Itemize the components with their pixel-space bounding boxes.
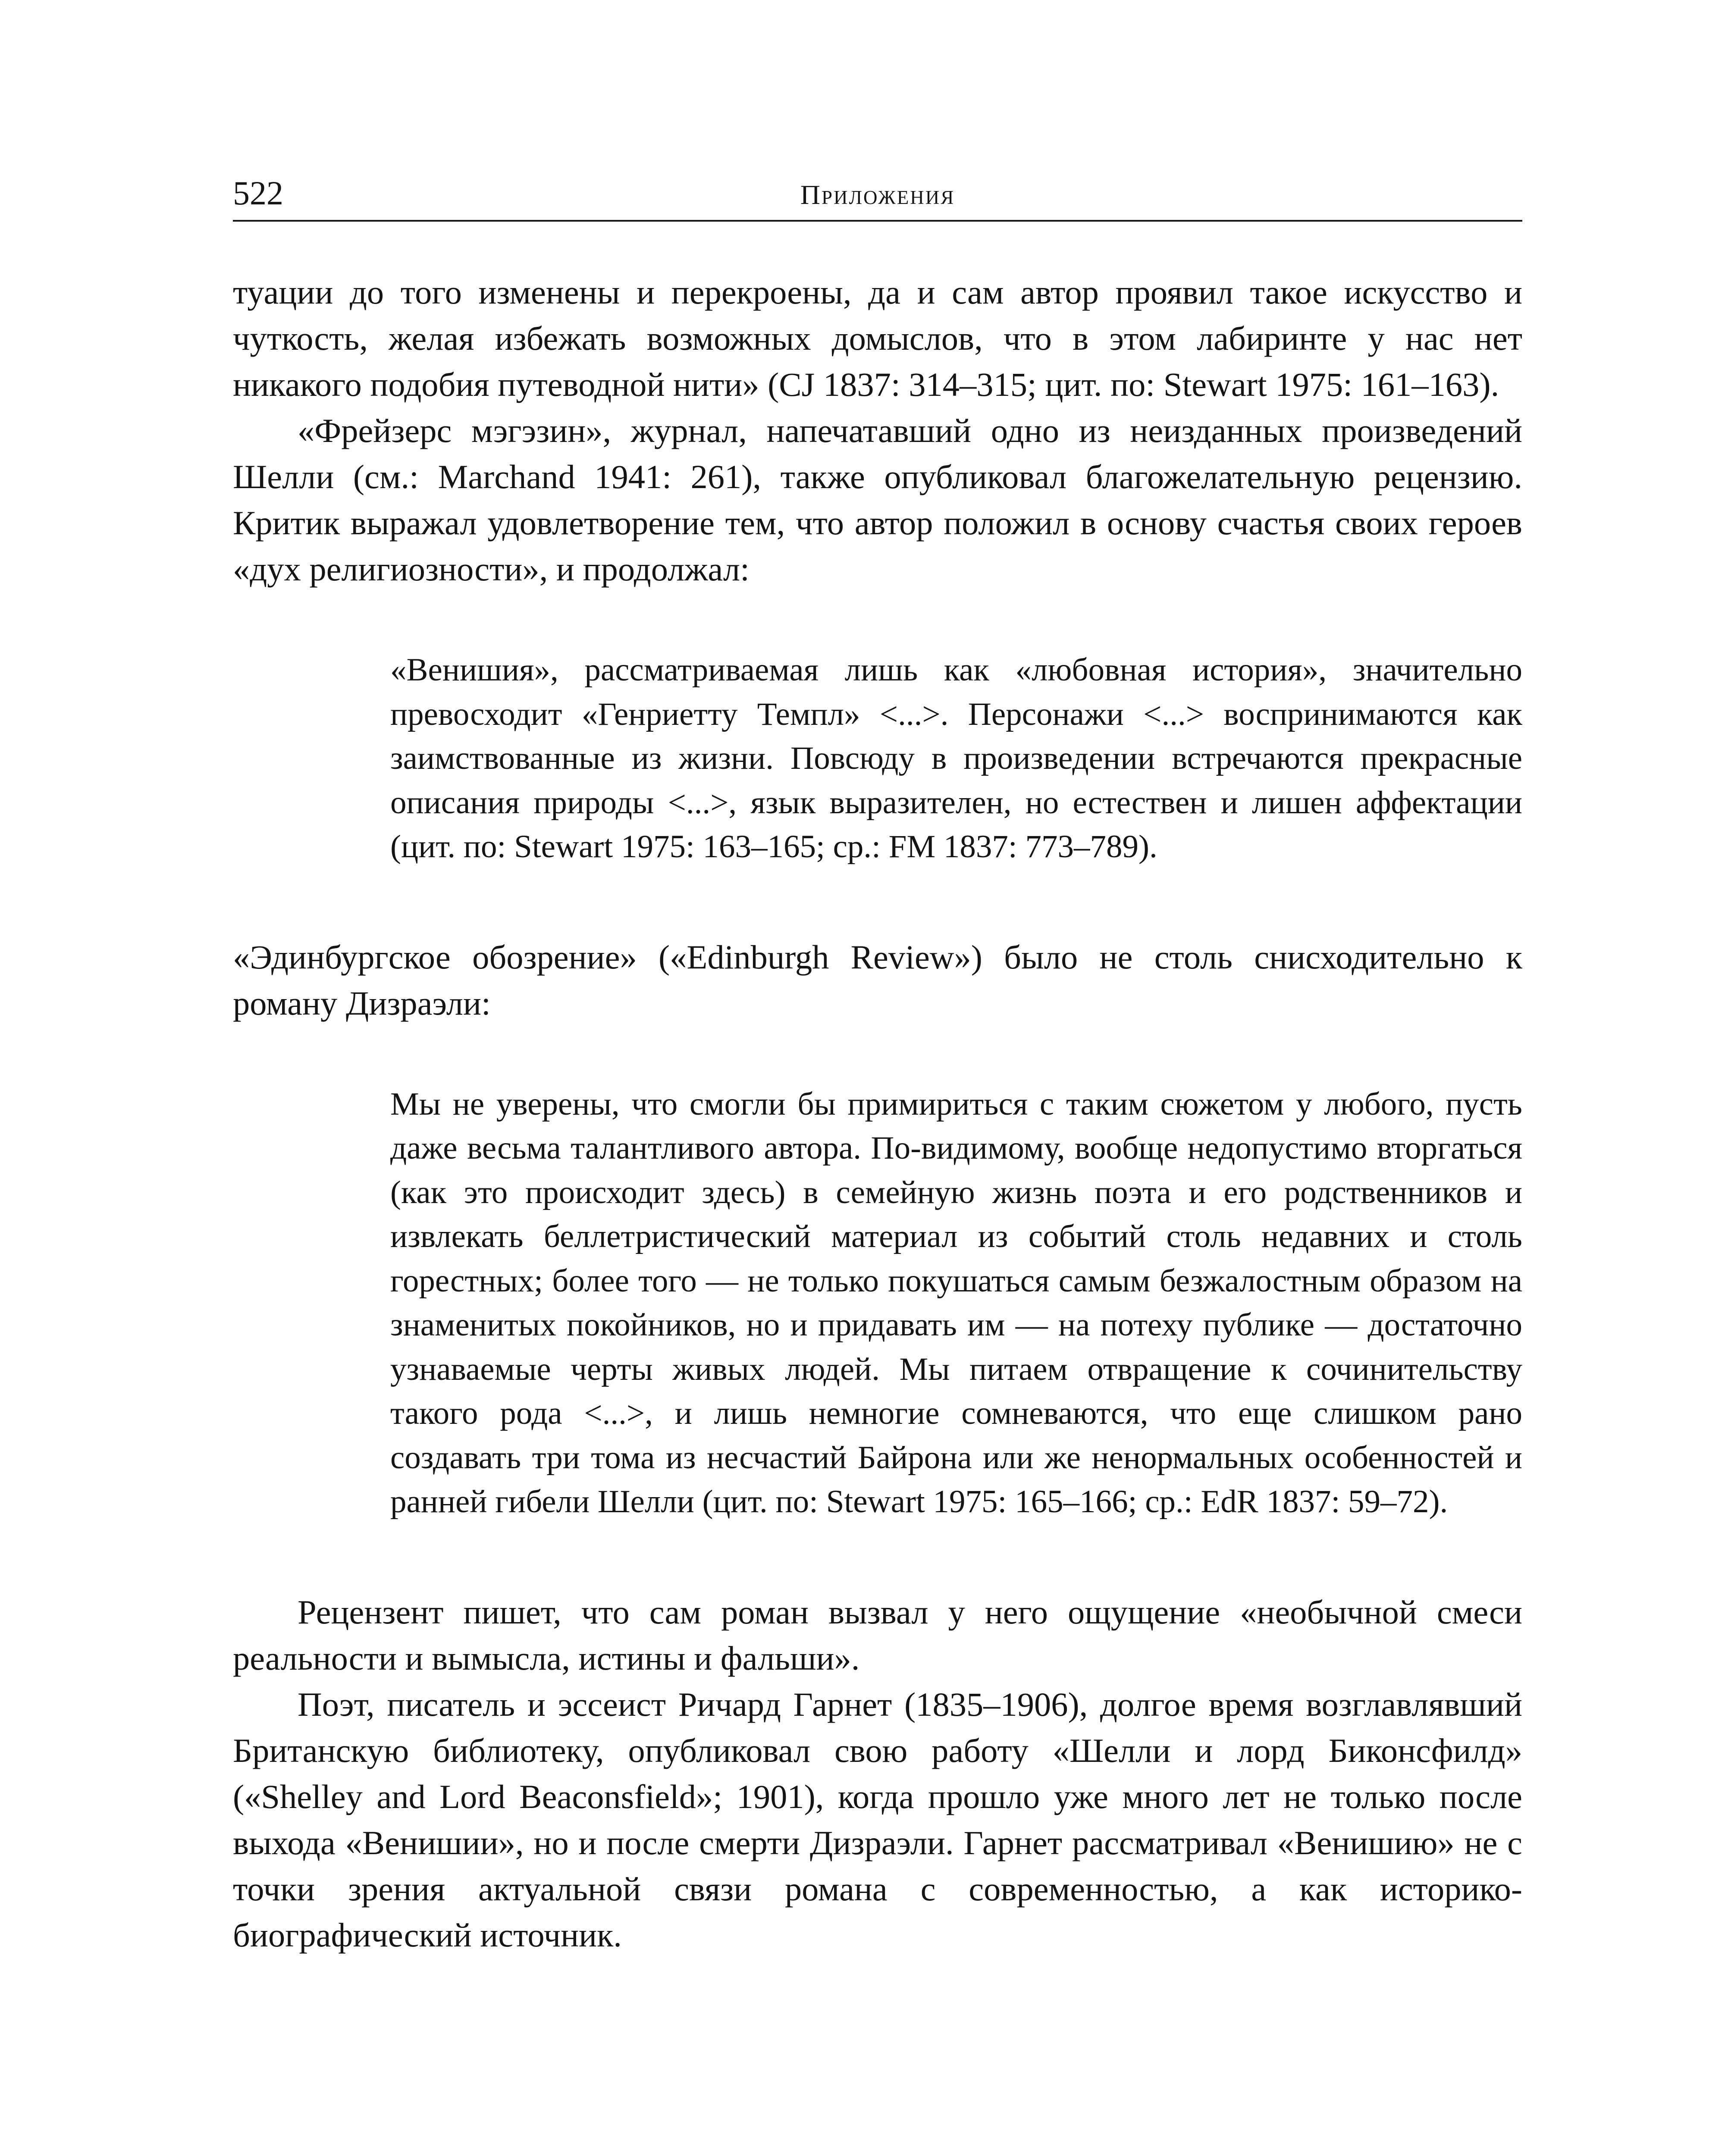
paragraph-garnett: Поэт, писатель и эссеист Ричард Гарнет (1835–1906), долгое время возглавлявший Британскую библиотеку, опубликовал свою работу «Шелли и лорд Биконсфилд» («Shelley and Lord Beaconsfield»; 1901), когда прошло уже много лет не только после выхода «Венишии», но и после смерти Дизраэли. Гарнет рассматривал «Венишию» не с точки зрения актуальной связи романа с современностью, а как историко-биографический источник. [233, 1685, 1522, 1954]
book-page [233, 164, 1522, 1958]
paragraph-continuation: туации до того изменены и перекроены, да и сам автор проявил такое искусство и чуткость, желая избежать возможных домыслов, что в этом лабиринте у нас нет никакого подобия путеводной нити» (CJ 1837: 314–315; цит. по: Stewart 1975: 161–163). [233, 273, 1522, 403]
page-number: 522 [233, 174, 283, 212]
paragraph-reviewer: Рецензент пишет, что сам роман вызвал у него ощущение «необычной смеси реальности и вымысла, истины и фальши». [233, 1593, 1522, 1677]
body-text [233, 269, 1522, 1958]
running-header [233, 164, 1522, 222]
section-title: Приложения [800, 179, 955, 210]
block-quote-edinburgh: Мы не уверены, что смогли бы примириться с таким сюжетом у любого, пусть даже весьма талантливого автора. По-видимому, вообще недопустимо вторгаться (как это происходит здесь) в семейную жизнь поэта и его родственников и извлекать беллетристический материал из событий столь недавних и столь горестных; более того — не только покушаться самым безжалостным образом на знаменитых покойников, но и придавать им — на потеху публике — достаточно узнаваемые черты живых людей. Мы питаем отвращение к сочинительству такого рода <...>, и лишь немногие сомневаются, что еще слишком рано создавать три тома из несчастий Байрона или же ненормальных особенностей и ранней гибели Шелли (цит. по: Stewart 1975: 165–166; ср.: EdR 1837: 59–72). [390, 1086, 1522, 1520]
paragraph-frasers-magazine: «Фрейзерс мэгэзин», журнал, напечатавший одно из неизданных произведений Шелли (см.: Marchand 1941: 261), также опубликовал благожелательную рецензию. Критик выражал удовлетворение тем, что автор положил в основу счастья своих героев «дух религиозности», и продолжал: [233, 412, 1522, 588]
block-quote-frasers: «Венишия», рассматриваемая лишь как «любовная история», значительно превосходит «Генриетту Темпл» <...>. Персонажи <...> воспринимаются как заимствованные из жизни. Повсюду в произведении встречаются прекрасные описания природы <...>, язык выразителен, но естествен и лишен аффектации (цит. по: Stewart 1975: 163–165; ср.: FM 1837: 773–789). [390, 652, 1522, 865]
paragraph-edinburgh-review: «Эдинбургское обозрение» («Edinburgh Review») было не столь снисходительно к роману Дизраэли: [233, 938, 1522, 1022]
